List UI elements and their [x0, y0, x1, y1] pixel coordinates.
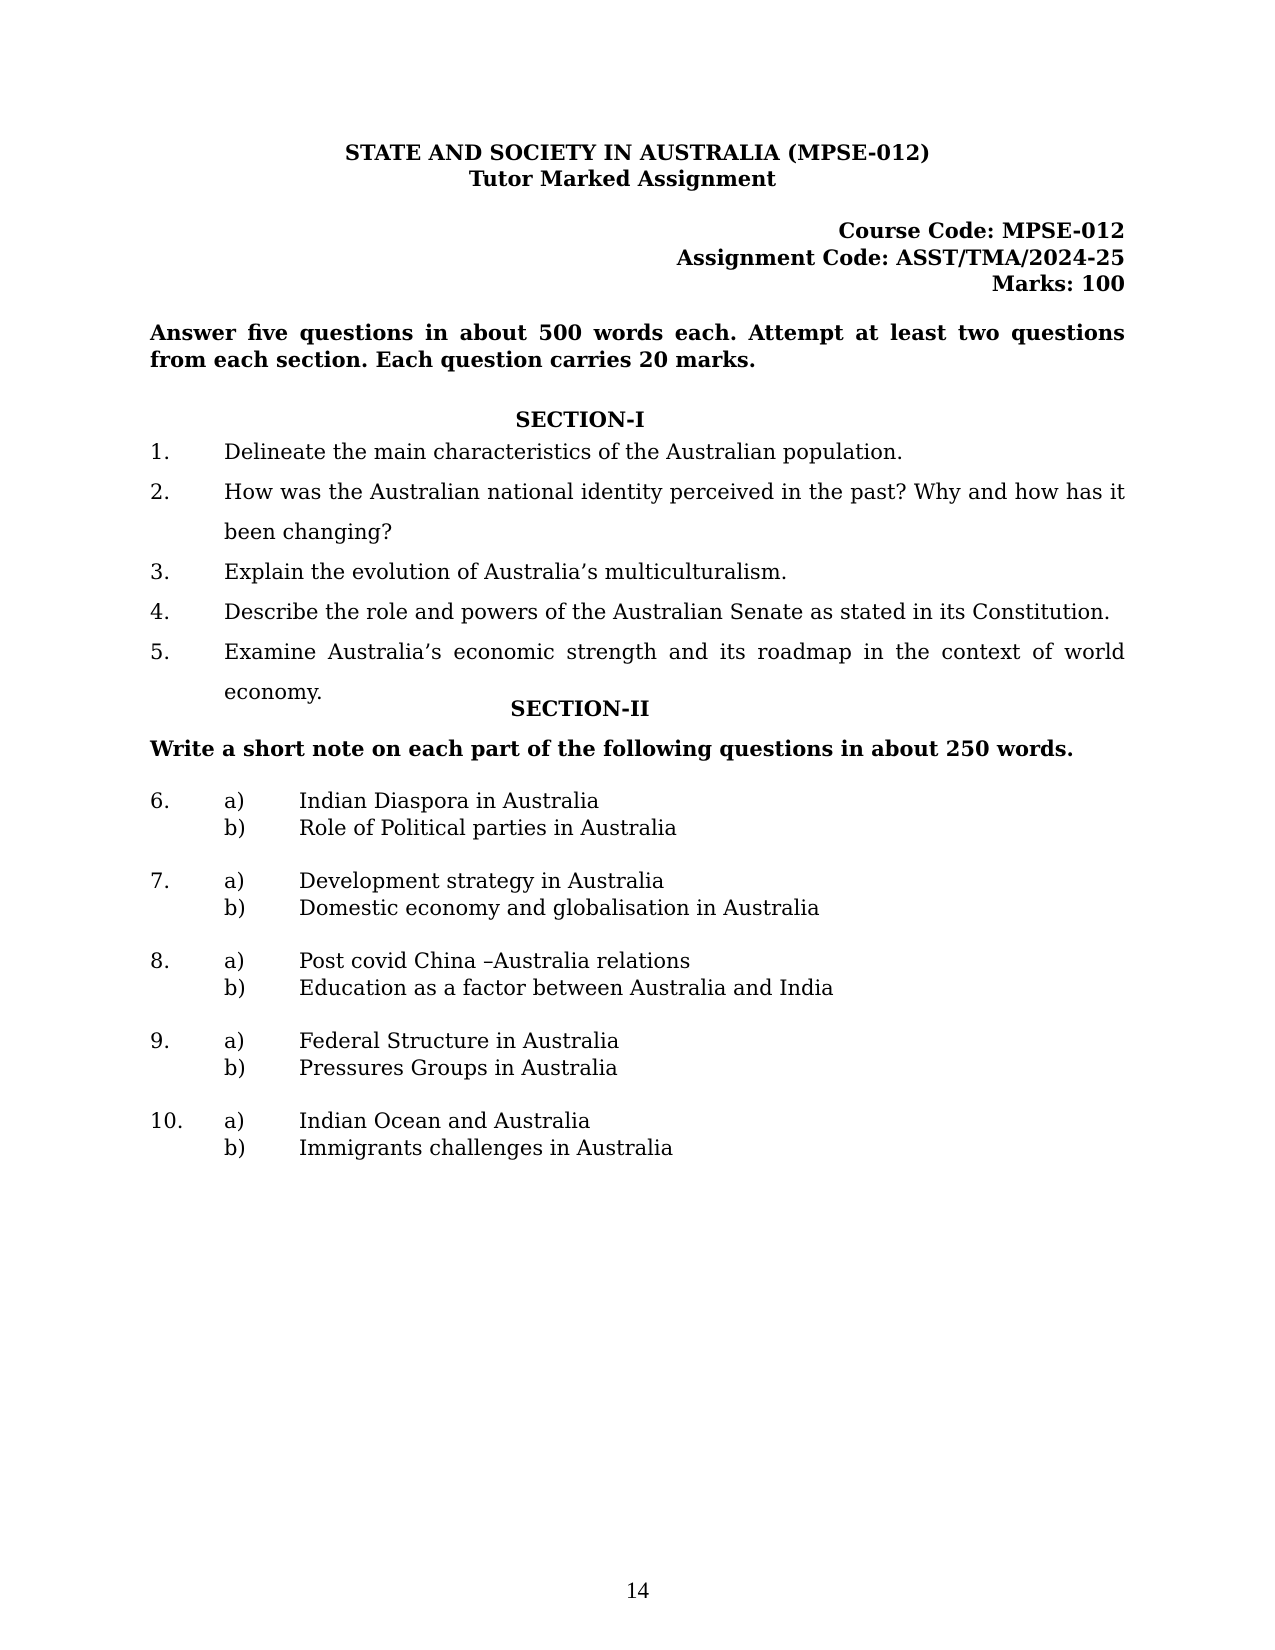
question-number: 4.: [150, 600, 171, 624]
question-item: [150, 472, 1125, 552]
part-label: a): [224, 1029, 245, 1053]
general-instructions: Answer five questions in about 500 words each. Attempt at least two questions from each section. Each question carries 20 marks.: [150, 320, 1125, 372]
course-code: Course Code: MPSE-012: [838, 218, 1125, 243]
document-title: STATE AND SOCIETY IN AUSTRALIA (MPSE-012): [344, 140, 931, 165]
question-number: 10.: [150, 1109, 184, 1133]
part-text: Federal Structure in Australia: [299, 1029, 620, 1053]
question-item: [150, 592, 1125, 632]
part-text: Role of Political parties in Australia: [299, 816, 677, 840]
page-number: 14: [626, 1578, 649, 1603]
part-label: a): [224, 789, 245, 813]
part-text: Indian Diaspora in Australia: [299, 789, 600, 813]
question-text: Examine Australia’s economic strength and its roadmap in the context of world economy.: [224, 640, 1125, 704]
part-text: Indian Ocean and Australia: [299, 1109, 591, 1133]
assignment-codes: [677, 218, 1125, 298]
question-number: 1.: [150, 440, 171, 464]
short-question: [150, 948, 1125, 1002]
question-number: 2.: [150, 480, 171, 504]
section-1-heading: SECTION-I: [515, 407, 645, 432]
part-text: Post covid China –Australia relations: [299, 949, 691, 973]
short-question: [150, 868, 1125, 922]
section-1-questions: [150, 432, 1125, 712]
question-text: Explain the evolution of Australia’s multiculturalism.: [224, 560, 788, 584]
question-text: Delineate the main characteristics of the Australian population.: [224, 440, 904, 464]
question-number: 7.: [150, 869, 171, 893]
assignment-code: Assignment Code: ASST/TMA/2024-25: [676, 244, 1125, 270]
document-subtitle: Tutor Marked Assignment: [468, 166, 777, 191]
short-question: [150, 1108, 1125, 1162]
part-label: a): [224, 1109, 245, 1133]
part-label: a): [224, 869, 245, 893]
question-number: 9.: [150, 1029, 171, 1053]
question-text: Describe the role and powers of the Australian Senate as stated in its Constitution.: [224, 600, 1111, 624]
part-text: Domestic economy and globalisation in Australia: [299, 896, 820, 920]
part-text: Pressures Groups in Australia: [299, 1056, 618, 1080]
question-number: 8.: [150, 949, 171, 973]
part-text: Education as a factor between Australia and India: [299, 976, 834, 1000]
question-number: 5.: [150, 640, 171, 664]
part-text: Development strategy in Australia: [299, 869, 665, 893]
part-label: a): [224, 949, 245, 973]
question-text: How was the Australian national identity perceived in the past? Why and how has it been changing?: [224, 480, 1125, 544]
marks: Marks: 100: [991, 271, 1125, 296]
part-label: b): [224, 896, 246, 920]
question-number: 3.: [150, 560, 171, 584]
part-label: b): [224, 1136, 246, 1160]
question-item: [150, 432, 1125, 472]
section-2-heading: SECTION-II: [510, 696, 650, 721]
short-question: [150, 1028, 1125, 1082]
section-2-questions: [150, 788, 1125, 1188]
question-item: [150, 552, 1125, 592]
section-2-instruction: Write a short note on each part of the following questions in about 250 words.: [150, 736, 1074, 761]
part-label: b): [224, 1056, 246, 1080]
part-label: b): [224, 976, 246, 1000]
part-label: b): [224, 816, 246, 840]
part-text: Immigrants challenges in Australia: [299, 1136, 674, 1160]
short-question: [150, 788, 1125, 842]
question-number: 6.: [150, 789, 171, 813]
